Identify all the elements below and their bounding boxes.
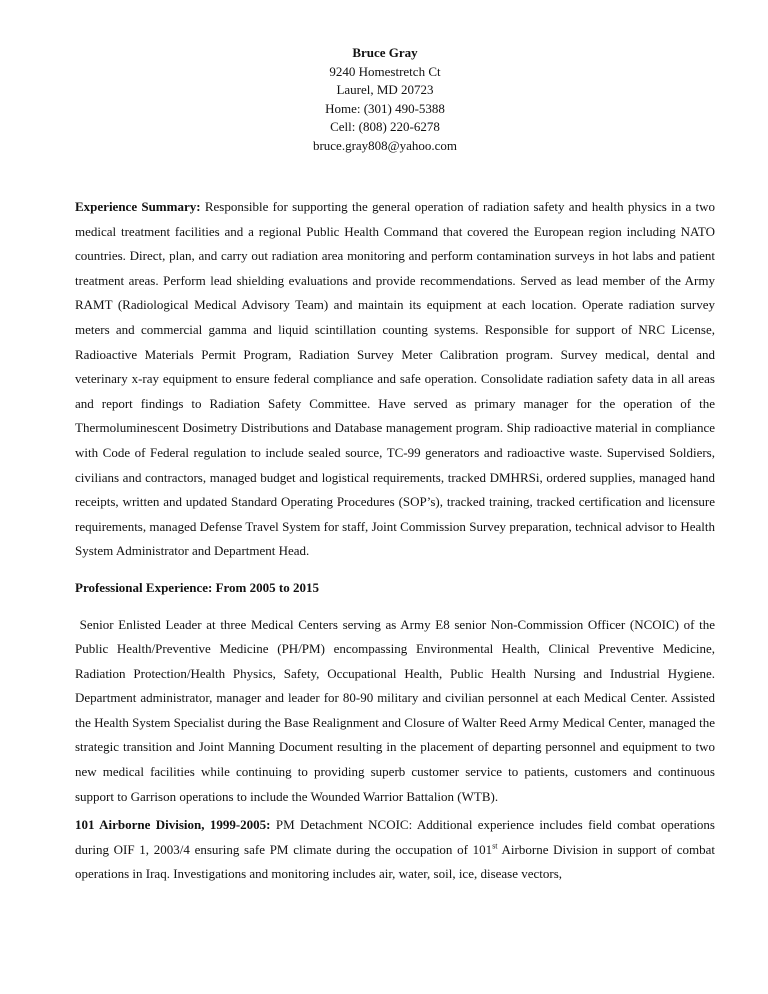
experience-summary — [75, 195, 715, 564]
professional-experience-heading: Professional Experience: From 2005 to 2015 — [75, 579, 319, 595]
airborne-division-text-before: PM Detachment NCOIC: Additional experience includes field combat operations during OIF 1, 2003/4 ensuring safe PM climate during the occupation of 101 — [75, 817, 715, 857]
contact-city-state-zip: Laurel, MD 20723 — [336, 82, 434, 97]
section-gap — [75, 564, 715, 576]
airborne-division-heading: 101 Airborne Division, 1999-2005: — [75, 817, 271, 833]
contact-street: 9240 Homestretch Ct — [329, 63, 441, 79]
contact-home-phone: Home: (301) 490-5388 — [325, 100, 445, 116]
professional-experience-text — [75, 613, 715, 810]
contact-email: bruce.gray808@yahoo.com — [312, 137, 458, 153]
section-gap — [75, 601, 715, 613]
experience-summary-label: Experience Summary: — [75, 199, 201, 214]
contact-header — [0, 44, 768, 155]
airborne-division-superscript: st — [492, 841, 498, 851]
airborne-division-text-after: Airborne Division in support of combat operations in Iraq. Investigations and monitoring includes air, water, soil, ice, disease vectors, — [75, 841, 715, 882]
contact-cell-phone: Cell: (808) 220-6278 — [330, 119, 440, 134]
airborne-division-section — [75, 813, 715, 887]
experience-summary-text: Responsible for supporting the general operation of radiation safety and health physics in a two medical treatment facilities and a regional Public Health Command that covered the European region including NATO countries. Direct, plan, and carry out radiation area monitoring and perform contamination surveys in hot labs and patient treatment areas. Perform lead shielding evaluations and provide recommendations. Served as lead member of the Army RAMT (Radiological Medical Advisory Team) and maintain its equipment at each location. Operate radiation survey meters and commercial gamma and liquid scintillation counting systems. Responsible for support of NRC License, Radioactive Materials Permit Program, Radiation Survey Meter Calibration program. Survey medical, dental and veterinary x-ray equipment to ensure federal compliance and safe operation. Consolidate radiation safety data in all areas and report findings to Radiation Safety Committee. Have served as primary manager for the operation of the Thermoluminescent Dosimetry Distributions and Database management program. Ship radioactive material in compliance with Code of Federal regulation to include sealed source, TC-99 generators and radioactive waste. Supervised Soldiers, civilians and contractors, managed budget and logistical requirements, tracked DMHRSi, ordered supplies, managed hand receipts, written and updated Standard Operating Procedures (SOP’s), tracked training, tracked certification and licensure requirements, managed Defense Travel System for staff, Joint Commission Survey preparation, technical advisor to Health System Administrator and Department Head. — [75, 199, 716, 559]
professional-experience-body: Senior Enlisted Leader at three Medical Centers serving as Army E8 senior Non-Commission Officer (NCOIC) of the Public Health/Preventive Medicine (PH/PM) encompassing Environmental Health, Clinical Preventive Medicine, Radiation Protection/Health Physics, Safety, Occupational Health, Public Health Nursing and Industrial Hygiene. Department administrator, manager and leader for 80-90 military and civilian personnel at each Medical Center. Assisted the Health System Specialist during the Base Realignment and Closure of Walter Reed Army Medical Center, managed the strategic transition and Joint Manning Document resulting in the placement of departing personnel and equipment to two new medical facilities while continuing to providing superb customer service to patients, customers and continuous support to Garrison operations to include the Wounded Warrior Battalion (WTB). — [75, 616, 716, 804]
contact-name: Bruce Gray — [352, 45, 418, 60]
resume-body — [75, 195, 715, 887]
